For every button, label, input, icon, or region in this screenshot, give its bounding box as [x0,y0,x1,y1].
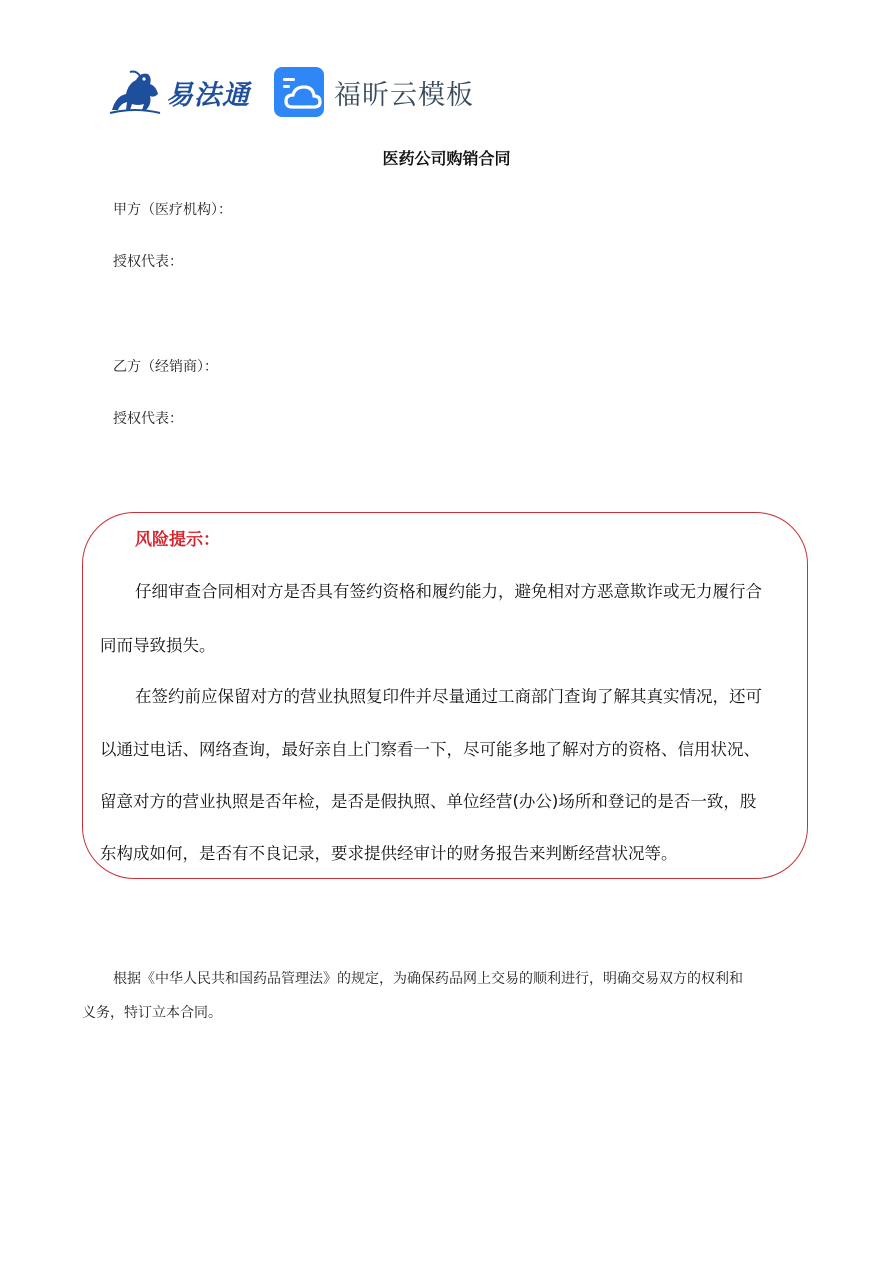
risk-line: 东构成如何，是否有不良记录，要求提供经审计的财务报告来判断经营状况等。 [100,844,678,863]
qilin-icon [106,66,164,118]
foxit-logo [274,67,474,117]
party-b-rep-label: 授权代表： [113,411,183,427]
party-b-label: 乙方（经销商）： [113,359,218,375]
preamble-line: 义务，特订立本合同。 [82,1005,222,1021]
risk-line: 同而导致损失。 [100,636,216,655]
risk-notice-title: 风险提示： [135,530,220,550]
risk-line: 仔细审查合同相对方是否具有签约资格和履约能力，避免相对方恶意欺诈或无力履行合 [135,582,762,601]
risk-line: 在签约前应保留对方的营业执照复印件并尽量通过工商部门查询了解其真实情况，还可 [135,687,762,706]
preamble-line: 根据《中华人民共和国药品管理法》的规定，为确保药品网上交易的顺利进行，明确交易双方的权利和 [113,971,743,987]
header-logo-bar [106,62,474,122]
yifatong-logo [106,66,250,118]
risk-line: 留意对方的营业执照是否年检，是否是假执照、单位经营(办公)场所和登记的是否一致，股 [100,792,757,811]
brand-right-text: 福昕云模板 [334,79,474,111]
foxit-cloud-icon [274,67,324,117]
brand-left-text: 易法通 [166,79,250,111]
document-title: 医药公司购销合同 [382,149,511,168]
party-a-label: 甲方（医疗机构）： [113,202,232,218]
risk-line: 以通过电话、网络查询，最好亲自上门察看一下，尽可能多地了解对方的资格、信用状况、 [100,740,760,759]
party-a-rep-label: 授权代表： [113,254,183,270]
